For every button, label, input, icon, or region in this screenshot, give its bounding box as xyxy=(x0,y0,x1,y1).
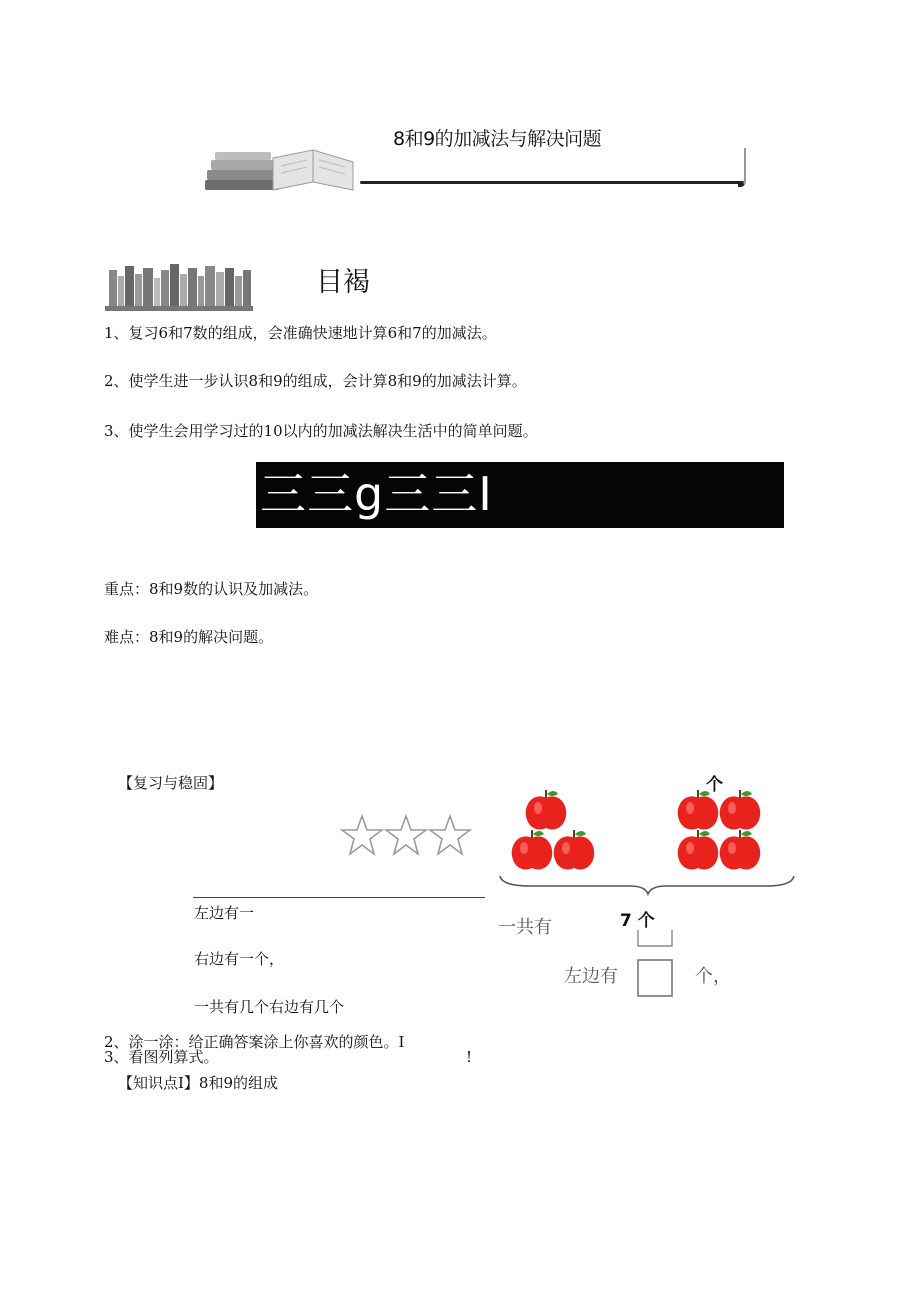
focus-point: 重点：8和9数的认识及加减法。 xyxy=(104,580,319,598)
knowledge-heading: 【知识点I】8和9的组成 xyxy=(118,1074,279,1092)
left-count-text: 左边有一 xyxy=(194,904,255,922)
left-label: 左边有 xyxy=(564,966,618,987)
objective-1: 1、复习6和7数的组成，会准确快速地计算6和7的加减法。 xyxy=(104,324,497,342)
apple-illustration xyxy=(490,776,800,1006)
right-count-text: 右边有一个， xyxy=(194,950,285,968)
document-title: 8和9的加减法与解决问题 xyxy=(393,128,602,150)
task-2-text: 2、涂一涂：给正确答案涂上你喜欢的颜色。I xyxy=(104,1033,405,1051)
objective-2: 2、使学生进一步认识8和9的组成，会计算8和9的加减法计算。 xyxy=(104,372,527,390)
total-question-text: 一共有几个右边有几个 xyxy=(194,998,345,1016)
bookshelf-icon xyxy=(105,262,253,312)
difficulty-point: 难点：8和9的解决问题。 xyxy=(104,628,274,646)
total-value: 7 个 xyxy=(620,911,655,931)
task-3-mark: ! xyxy=(466,1048,473,1066)
task-3-text: 3、看图列算式。 xyxy=(104,1048,219,1066)
top-count-label: 个 xyxy=(706,775,723,795)
header-rule-end xyxy=(738,148,746,187)
objectives-heading: 目褐 xyxy=(316,267,370,298)
answer-line xyxy=(193,897,485,898)
section-banner-text: 三三g三三I xyxy=(260,467,493,521)
review-heading: 【复习与稳固】 xyxy=(118,774,224,792)
apple-figure xyxy=(490,776,800,1006)
unit-label: 个， xyxy=(695,966,731,987)
stars-icon xyxy=(340,812,472,862)
books-stack-illustration xyxy=(203,140,363,195)
objective-3: 3、使学生会用学习过的10以内的加减法解决生活中的简单问题。 xyxy=(104,422,538,440)
header-rule xyxy=(360,181,744,184)
total-label: 一共有 xyxy=(498,917,552,938)
